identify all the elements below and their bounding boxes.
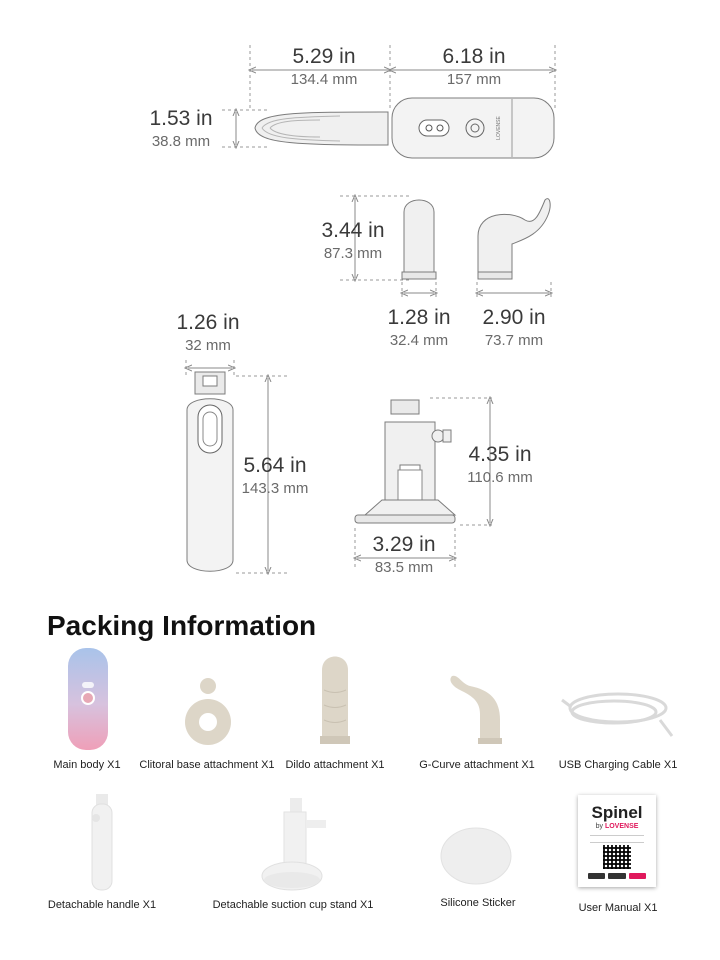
caption-main-body: Main body X1	[53, 759, 121, 771]
g-curve-drawing	[478, 199, 550, 279]
dim-main-length	[414, 46, 534, 87]
caption-g-curve: G-Curve attachment X1	[419, 759, 535, 771]
dim-value-in: 3.44 in	[321, 219, 385, 242]
manual-by: by	[595, 823, 603, 830]
dim-body-length	[264, 46, 384, 87]
manual-text-lines	[590, 835, 644, 843]
dim-value-mm: 73.7 mm	[484, 332, 544, 349]
dim-diameter	[128, 108, 234, 149]
stand-drawing	[355, 400, 455, 523]
dim-value-mm: 134.4 mm	[290, 71, 358, 88]
dim-dildo-width	[366, 307, 472, 348]
silicone-sticker-image	[441, 828, 511, 884]
qr-code-icon	[603, 845, 631, 869]
dim-value-mm: 87.3 mm	[323, 245, 383, 262]
dim-value-mm: 110.6 mm	[467, 469, 533, 486]
detachable-handle-image	[92, 794, 112, 890]
dim-dildo-height	[300, 220, 406, 261]
caption-sticker: Silicone Sticker	[440, 897, 516, 909]
caption-manual: User Manual X1	[578, 902, 658, 914]
dim-value-in: 2.90 in	[482, 306, 546, 329]
caption-clitoral-base: Clitoral base attachment X1	[139, 759, 275, 771]
packing-title: Packing Information	[47, 610, 317, 641]
dim-value-in: 4.35 in	[468, 443, 532, 466]
caption-handle: Detachable handle X1	[47, 899, 157, 911]
dim-value-mm: 38.8 mm	[151, 133, 211, 150]
user-manual-image	[578, 795, 656, 887]
dildo-drawing	[402, 200, 436, 279]
caption-dildo: Dildo attachment X1	[285, 759, 385, 771]
dim-stand-height	[447, 444, 553, 485]
manual-maker: LOVENSE	[604, 823, 639, 830]
dim-value-mm: 32 mm	[185, 337, 231, 354]
manual-brand: Spinel	[591, 803, 643, 822]
main-body-image	[68, 648, 108, 750]
dim-value-in: 1.28 in	[387, 306, 451, 329]
dim-gcurve-width	[461, 307, 567, 348]
main-body-side-drawing	[255, 98, 554, 158]
dim-value-in: 6.18 in	[442, 45, 506, 68]
suction-stand-image	[262, 798, 326, 890]
dim-value-mm: 83.5 mm	[374, 559, 434, 576]
manual-byline	[578, 823, 656, 830]
device-logo: LOVENSE	[496, 116, 502, 140]
dim-value-in: 5.29 in	[292, 45, 356, 68]
dim-handle-height	[222, 455, 328, 496]
caption-usb-cable: USB Charging Cable X1	[558, 759, 678, 771]
dim-value-in: 5.64 in	[243, 454, 307, 477]
g-curve-image	[450, 676, 502, 744]
app-store-badges	[588, 873, 646, 879]
dildo-image	[320, 657, 350, 745]
dim-value-mm: 157 mm	[446, 71, 502, 88]
dim-stand-width	[351, 534, 457, 575]
clitoral-base-image	[185, 678, 231, 745]
dim-value-in: 1.26 in	[176, 311, 240, 334]
dim-handle-width	[155, 312, 261, 353]
caption-stand: Detachable suction cup stand X1	[212, 899, 374, 911]
dim-value-in: 3.29 in	[372, 533, 436, 556]
dim-value-in: 1.53 in	[149, 107, 213, 130]
dim-value-mm: 32.4 mm	[389, 332, 449, 349]
dim-value-mm: 143.3 mm	[241, 480, 309, 497]
usb-cable-image	[562, 694, 672, 736]
